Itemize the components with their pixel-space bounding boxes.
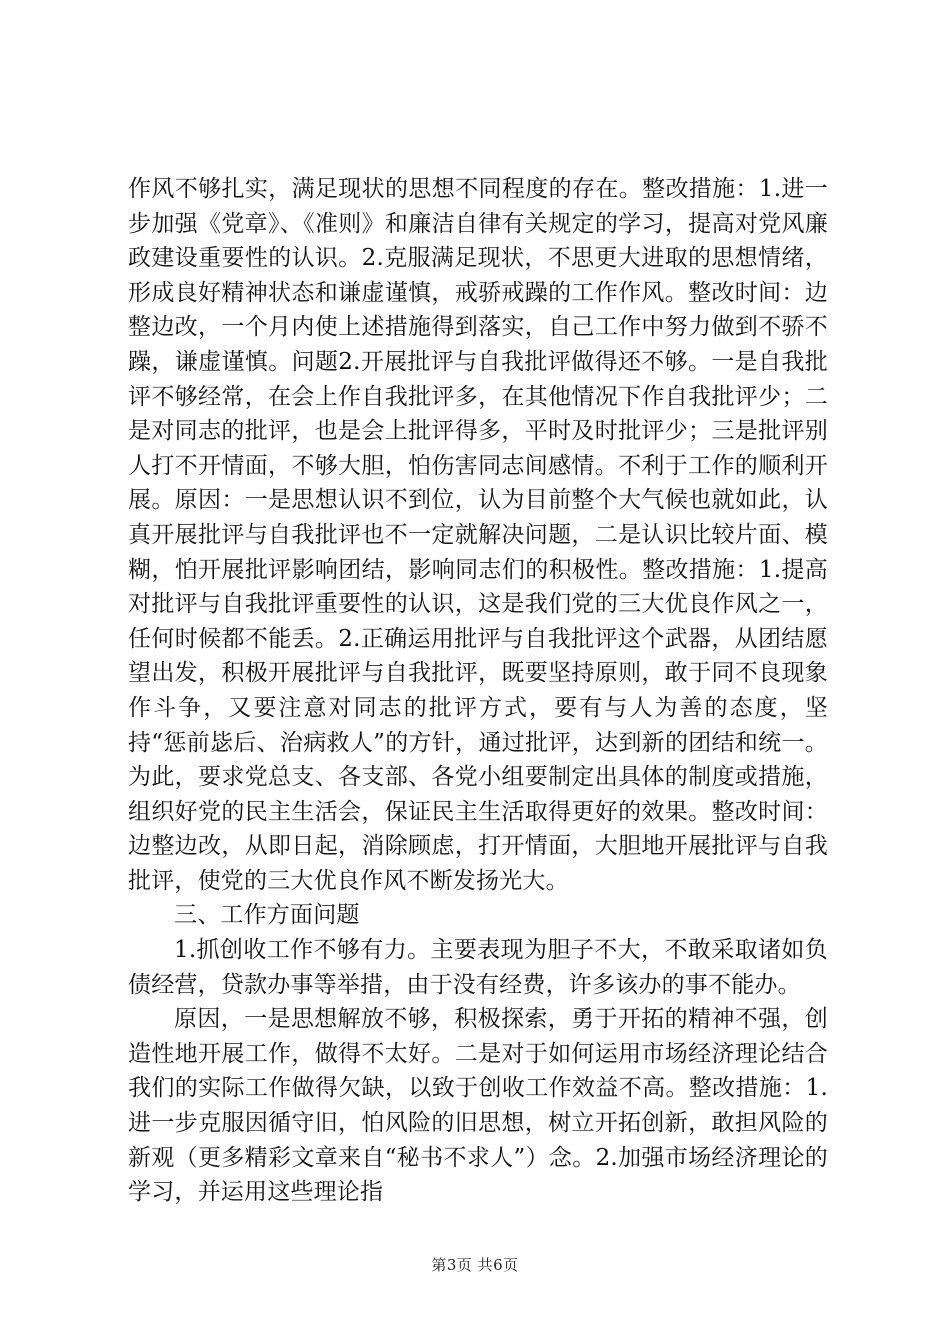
page-number-footer: 第3页 共6页 (431, 1256, 519, 1274)
paragraph-revenue-issue: 1.抓创收工作不够有力。主要表现为胆子不大，不敢采取诸如负债经营，贷款办事等举措，由于没有经费，许多该办的事不能办。 (128, 937, 828, 998)
document-body (128, 172, 828, 1210)
paragraph-party-conduct: 作风不够扎实，满足现状的思想不同程度的存在。整改措施：1.进一步加强《党章》、《准则》和廉洁自律有关规定的学习，提高对党风廉政建设重要性的认识。2.克服满足现状，不思更大进取的思想情绪，形成良好精神状态和谦虚谨慎，戒骄戒躁的工作作风。整改时间：边整边改，一个月内使上述措施得到落实，自己工作中努力做到不骄不躁，谦虚谨慎。问题2.开展批评与自我批评做得还不够。一是自我批评不够经常，在会上作自我批评多，在其他情况下作自我批评少；二是对同志的批评，也是会上批评得多，平时及时批评少；三是批评别人打不开情面，不够大胆，怕伤害同志间感情。不利于工作的顺利开展。原因：一是思想认识不到位，认为目前整个大气候也就如此，认真开展批评与自我批评也不一定就解决问题，二是认识比较片面、模糊，怕开展批评影响团结，影响同志们的积极性。整改措施：1.提高对批评与自我批评重要性的认识，这是我们党的三大优良作风之一，任何时候都不能丢。2.正确运用批评与自我批评这个武器，从团结愿望出发，积极开展批评与自我批评，既要坚持原则，敢于同不良现象作斗争，又要注意对同志的批评方式，要有与人为善的态度，坚持“惩前毖后、治病救人”的方针，通过批评，达到新的团结和统一。为此，要求党总支、各支部、各党小组要制定出具体的制度或措施，组织好党的民主生活会，保证民主生活取得更好的效果。整改时间：边整边改，从即日起，消除顾虑，打开情面，大胆地开展批评与自我批评，使党的三大优良作风不断发扬光大。 (128, 176, 828, 894)
paragraph-causes-measures: 原因，一是思想解放不够，积极探索，勇于开拓的精神不强，创造性地开展工作，做得不太好。二是对于如何运用市场经济理论结合我们的实际工作做得欠缺，以致于创收工作效益不高。整改措施：1.进一步克服因循守旧，怕风险的旧思想，树立开拓创新，敢担风险的新观（更多精彩文章来自“秘书不求人”）念。2.加强市场经济理论的学习，并运用这些理论指 (128, 1006, 828, 1206)
section-heading-work-issues: 三、工作方面问题 (174, 902, 360, 929)
